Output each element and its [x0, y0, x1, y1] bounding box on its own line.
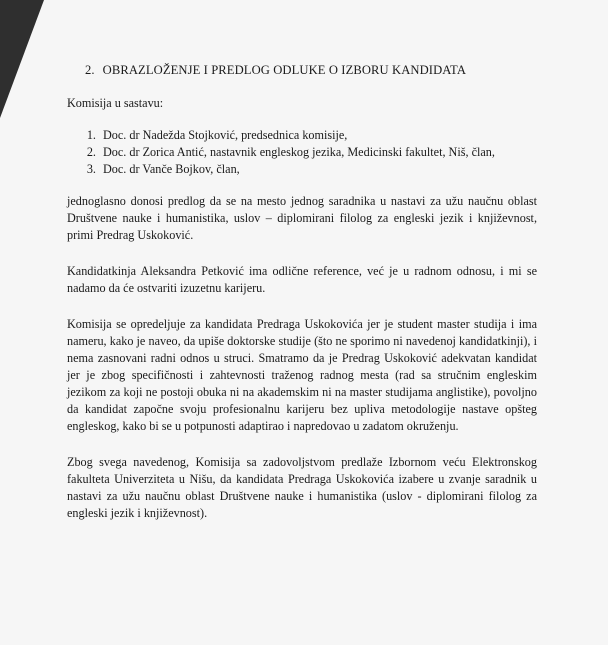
section-title: OBRAZLOŽENJE I PREDLOG ODLUKE O IZBORU KANDIDATA: [102, 63, 467, 77]
paragraph-decision: jednoglasno donosi predlog da se na mesto jednog saradnika u nastavi za užu naučnu oblast Društvene nauke i humanistika, uslov – diplomirani filolog za engleski jezik i književnost, primi Predrag Uskoković.: [67, 194, 537, 242]
section-number: 2.: [85, 63, 95, 77]
list-item: 3. Doc. dr Vanče Bojkov, član,: [99, 161, 537, 178]
folded-corner-shadow: [0, 0, 44, 118]
paragraph-justification: Komisija se opredeljuje za kandidata Predraga Uskokovića jer je student master studija i ima nameru, kako je naveo, da upiše doktorske studije (što ne sporimo ni navedenoj kandidatkinji), i nema zasnovani radni odnos u struci. Smatramo da je Predrag Uskoković adekvatan kandidat jer je zbog specifičnosti i zahtevnosti traženog radnog mesta (rad sa stručnim engleskim jezikom za koji ne postoji obuka ni na akademskim ni na master studijama anglistike), povoljno da kandidat započne svoju profesionalnu karijeru bez upliva metodologije nastave opšteg engleskog, kako bi se u potpunosti adaptirao i napredovao u zadatom okruženju.: [67, 317, 537, 433]
section-heading: [85, 62, 537, 79]
committee-intro: Komisija u sastavu:: [67, 96, 164, 110]
paragraph-conclusion: Zbog svega navedenog, Komisija sa zadovoljstvom predlaže Izbornom veću Elektronskog fakulteta Univerziteta u Nišu, da kandidata Predraga Uskokovića izabere u zvanje saradnik u nastavi za užu naučnu oblast Društvene nauke i humanistika (uslov - diplomirani filolog za engleski jezik i književnost).: [67, 455, 537, 520]
list-item: 1. Doc. dr Nadežda Stojković, predsednica komisije,: [99, 127, 537, 144]
document-body: [67, 62, 537, 541]
committee-members-list: [67, 127, 537, 178]
list-item: 2. Doc. dr Zorica Antić, nastavnik engleskog jezika, Medicinski fakultet, Niš, član,: [99, 144, 537, 161]
paragraph-other-candidate: Kandidatkinja Aleksandra Petković ima odlične reference, već je u radnom odnosu, i mi se nadamo da će ostvariti izuzetnu karijeru.: [67, 264, 537, 295]
